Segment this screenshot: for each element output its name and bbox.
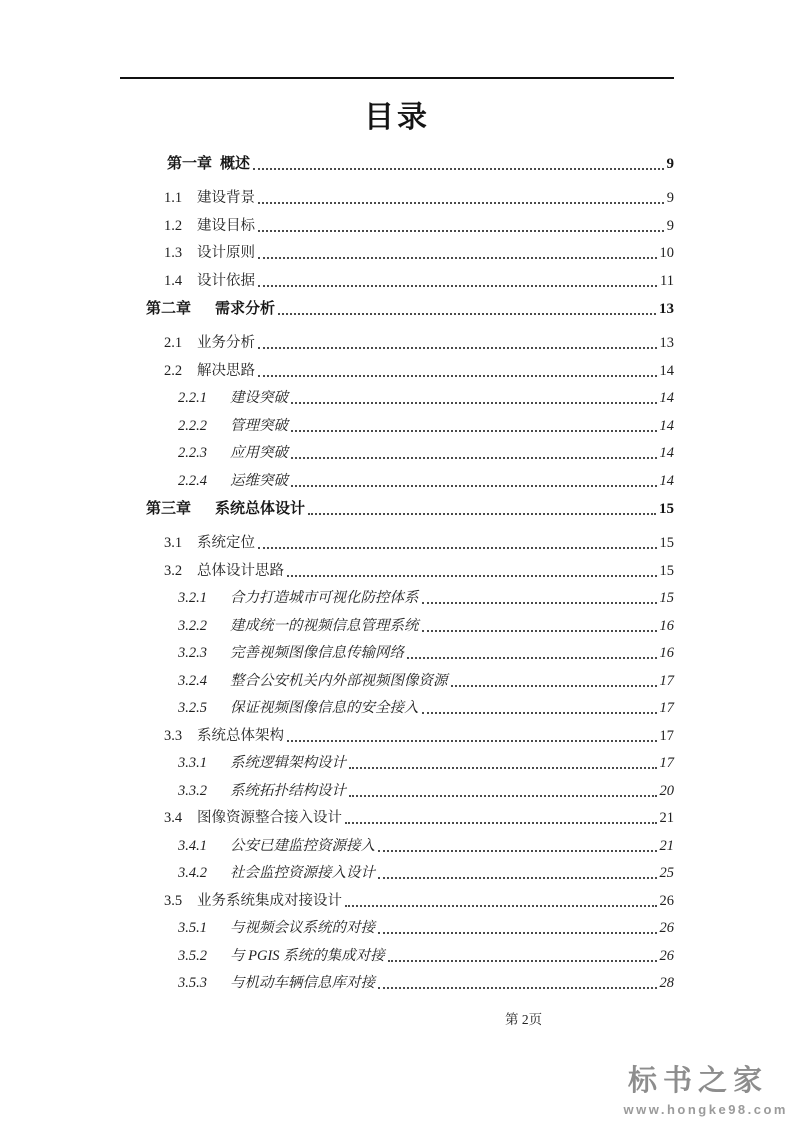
dot-leader [308, 513, 656, 515]
toc-entry[interactable] [120, 216, 674, 236]
toc-entry-number: 3.2.4 [178, 672, 207, 689]
toc-entry[interactable] [120, 643, 674, 663]
toc-entry-title: 与视频会议系统的对接 [230, 920, 375, 936]
dot-leader [258, 375, 657, 377]
dot-leader [291, 457, 657, 459]
toc-entry-number: 3.5.3 [178, 975, 207, 991]
toc-entry-number: 3.2.5 [178, 700, 207, 716]
toc-entry-title: 总体设计思路 [197, 562, 284, 579]
toc-entry-page: 11 [660, 272, 674, 289]
toc-entry[interactable] [120, 298, 674, 319]
toc-entry[interactable] [120, 781, 674, 801]
toc-entry-page: 9 [666, 156, 674, 172]
toc-entry-page: 26 [659, 892, 674, 909]
toc-entry-number: 3.4.2 [178, 865, 207, 881]
toc-entry-title: 设计原则 [197, 245, 255, 261]
watermark-url: www.hongke98.com [623, 1102, 788, 1117]
toc-entry[interactable] [120, 153, 674, 174]
toc-entry-title: 与 PGIS 系统的集成对接 [230, 947, 385, 964]
toc-entry-title: 系统定位 [197, 535, 255, 551]
toc-entry[interactable] [120, 443, 674, 463]
toc-entry-page: 25 [659, 865, 674, 881]
toc-entry-page: 26 [659, 920, 674, 936]
toc-entry-number: 3.3.2 [178, 782, 207, 799]
toc-entry-number: 2.2.3 [178, 445, 207, 461]
toc-entry-number: 2.1 [164, 335, 183, 351]
toc-entry-page: 20 [659, 782, 674, 799]
toc-entry[interactable] [120, 561, 674, 581]
toc-entry-title: 业务系统集成对接设计 [197, 892, 342, 909]
toc-entry[interactable] [120, 361, 674, 381]
toc-entry-page: 17 [659, 700, 674, 716]
toc-entry-page: 14 [659, 390, 674, 406]
toc-entry[interactable] [120, 918, 674, 938]
toc-entry[interactable] [120, 973, 674, 993]
toc-entry[interactable] [120, 698, 674, 718]
dot-leader [349, 795, 657, 797]
dot-leader [291, 430, 657, 432]
toc-title: 目录 [364, 101, 430, 134]
toc-entry[interactable] [120, 588, 674, 608]
toc-entry[interactable] [120, 333, 674, 353]
header-rule [120, 77, 674, 79]
toc-entry-title: 运维突破 [230, 472, 288, 489]
toc-entry[interactable] [120, 188, 674, 208]
toc-entry[interactable] [120, 388, 674, 408]
toc-entry-title: 建设目标 [197, 217, 255, 234]
toc-entry-title: 社会监控资源接入设计 [230, 865, 375, 881]
toc-entry-title: 完善视频图像信息传输网络 [230, 645, 404, 661]
toc-entry-number: 3.2 [164, 562, 183, 579]
dot-leader [258, 230, 664, 232]
toc-entry-title: 保证视频图像信息的安全接入 [230, 700, 419, 716]
toc-entry-page: 26 [659, 947, 674, 964]
toc-entry[interactable] [120, 726, 674, 746]
toc-entry-number: 2.2.4 [178, 472, 207, 489]
dot-leader [291, 402, 657, 404]
toc-entry-number: 1.1 [164, 190, 183, 206]
toc-entry-page: 15 [659, 562, 674, 579]
toc-entry-page: 15 [659, 535, 674, 551]
dot-leader [378, 877, 657, 879]
toc-entry-page: 17 [659, 755, 674, 771]
toc-entry-number: 2.2 [164, 362, 183, 379]
toc-entry-title: 建设突破 [230, 390, 288, 406]
toc-entry-title: 公安已建监控资源接入 [230, 837, 375, 854]
toc-entry-number: 3.2.3 [178, 645, 207, 661]
toc-entry-page: 14 [659, 417, 674, 434]
toc-list [120, 146, 674, 1001]
toc-entry-page: 9 [666, 190, 674, 206]
toc-entry-title: 需求分析 [215, 301, 276, 317]
toc-entry-page: 15 [659, 590, 674, 606]
toc-entry-number: 3.2.1 [178, 590, 207, 606]
toc-entry-page: 10 [659, 245, 674, 261]
toc-entry[interactable] [120, 863, 674, 883]
dot-leader [388, 960, 657, 962]
toc-entry-page: 21 [659, 837, 674, 854]
toc-entry-page: 28 [659, 975, 674, 991]
dot-leader [287, 740, 657, 742]
toc-entry-page: 14 [659, 445, 674, 461]
toc-entry-page: 14 [659, 472, 674, 489]
toc-entry-title: 管理突破 [230, 417, 288, 434]
toc-entry-title: 系统拓扑结构设计 [230, 782, 346, 799]
dot-leader [287, 575, 657, 577]
dot-leader [258, 347, 657, 349]
toc-entry[interactable] [120, 808, 674, 828]
toc-entry-number: 3.1 [164, 535, 183, 551]
dot-leader [451, 685, 657, 687]
toc-entry-page: 13 [659, 335, 674, 351]
toc-entry-title: 业务分析 [197, 335, 255, 351]
toc-entry[interactable] [120, 671, 674, 691]
toc-entry-title: 系统逻辑架构设计 [230, 755, 346, 771]
dot-leader [422, 602, 657, 604]
toc-entry[interactable] [120, 616, 674, 636]
dot-leader [291, 485, 657, 487]
dot-leader [258, 285, 657, 287]
toc-entry[interactable] [120, 471, 674, 491]
toc-entry[interactable] [120, 498, 674, 519]
toc-entry-title: 系统总体架构 [197, 727, 284, 744]
page-number-footer: 第 2页 [505, 1012, 543, 1027]
toc-entry-number: 第二章 [146, 301, 192, 317]
toc-entry-number: 3.2.2 [178, 617, 207, 634]
toc-entry-title: 设计依据 [197, 272, 255, 289]
toc-entry-title: 建设背景 [197, 190, 255, 206]
dot-leader [422, 712, 657, 714]
toc-entry-number: 3.4.1 [178, 837, 207, 854]
toc-entry[interactable] [120, 753, 674, 773]
toc-entry-title: 合力打造城市可视化防控体系 [230, 590, 419, 606]
toc-entry-page: 16 [659, 617, 674, 634]
toc-entry[interactable] [120, 891, 674, 911]
toc-entry-number: 3.3.1 [178, 755, 207, 771]
toc-entry-page: 9 [666, 217, 674, 234]
dot-leader [407, 657, 657, 659]
toc-entry-title: 解决思路 [197, 362, 255, 379]
toc-entry-number: 3.4 [164, 810, 183, 826]
dot-leader [258, 257, 657, 259]
toc-entry-title: 应用突破 [230, 445, 288, 461]
toc-entry[interactable] [120, 836, 674, 856]
dot-leader [422, 630, 657, 632]
toc-entry-title: 建成统一的视频信息管理系统 [230, 617, 419, 634]
toc-entry-page: 16 [659, 645, 674, 661]
toc-entry[interactable] [120, 533, 674, 553]
watermark [624, 1058, 789, 1117]
toc-entry-number: 2.2.2 [178, 417, 207, 434]
dot-leader [378, 932, 657, 934]
toc-entry[interactable] [120, 271, 674, 291]
toc-entry[interactable] [120, 946, 674, 966]
dot-leader [378, 987, 657, 989]
toc-entry-number: 1.4 [164, 272, 183, 289]
toc-entry-page: 17 [659, 672, 674, 689]
toc-entry-number: 3.3 [164, 727, 183, 744]
toc-entry-number: 第一章 [167, 156, 213, 172]
toc-entry-number: 3.5.1 [178, 920, 207, 936]
dot-leader [345, 822, 657, 824]
toc-entry-number: 2.2.1 [178, 390, 207, 406]
toc-entry-page: 14 [659, 362, 674, 379]
toc-entry[interactable] [120, 416, 674, 436]
toc-entry-title: 系统总体设计 [215, 501, 306, 517]
toc-entry-page: 13 [659, 301, 674, 317]
dot-leader [378, 850, 657, 852]
dot-leader [349, 767, 657, 769]
toc-entry-title: 整合公安机关内外部视频图像资源 [230, 672, 448, 689]
dot-leader [258, 547, 657, 549]
watermark-brand: 标书之家 [627, 1065, 768, 1097]
toc-entry-number: 3.5.2 [178, 947, 207, 964]
toc-entry-title: 概述 [220, 156, 251, 172]
toc-entry[interactable] [120, 243, 674, 263]
toc-entry-number: 3.5 [164, 892, 183, 909]
dot-leader [258, 202, 664, 204]
dot-leader [345, 905, 657, 907]
toc-entry-number: 1.3 [164, 245, 183, 261]
toc-entry-title: 图像资源整合接入设计 [197, 810, 342, 826]
toc-entry-title: 与机动车辆信息库对接 [230, 975, 375, 991]
toc-entry-page: 17 [659, 727, 674, 744]
toc-entry-page: 15 [659, 501, 674, 517]
toc-entry-number: 1.2 [164, 217, 183, 234]
toc-entry-number: 第三章 [146, 501, 192, 517]
toc-entry-page: 21 [659, 810, 674, 826]
dot-leader [253, 168, 663, 170]
dot-leader [278, 313, 656, 315]
